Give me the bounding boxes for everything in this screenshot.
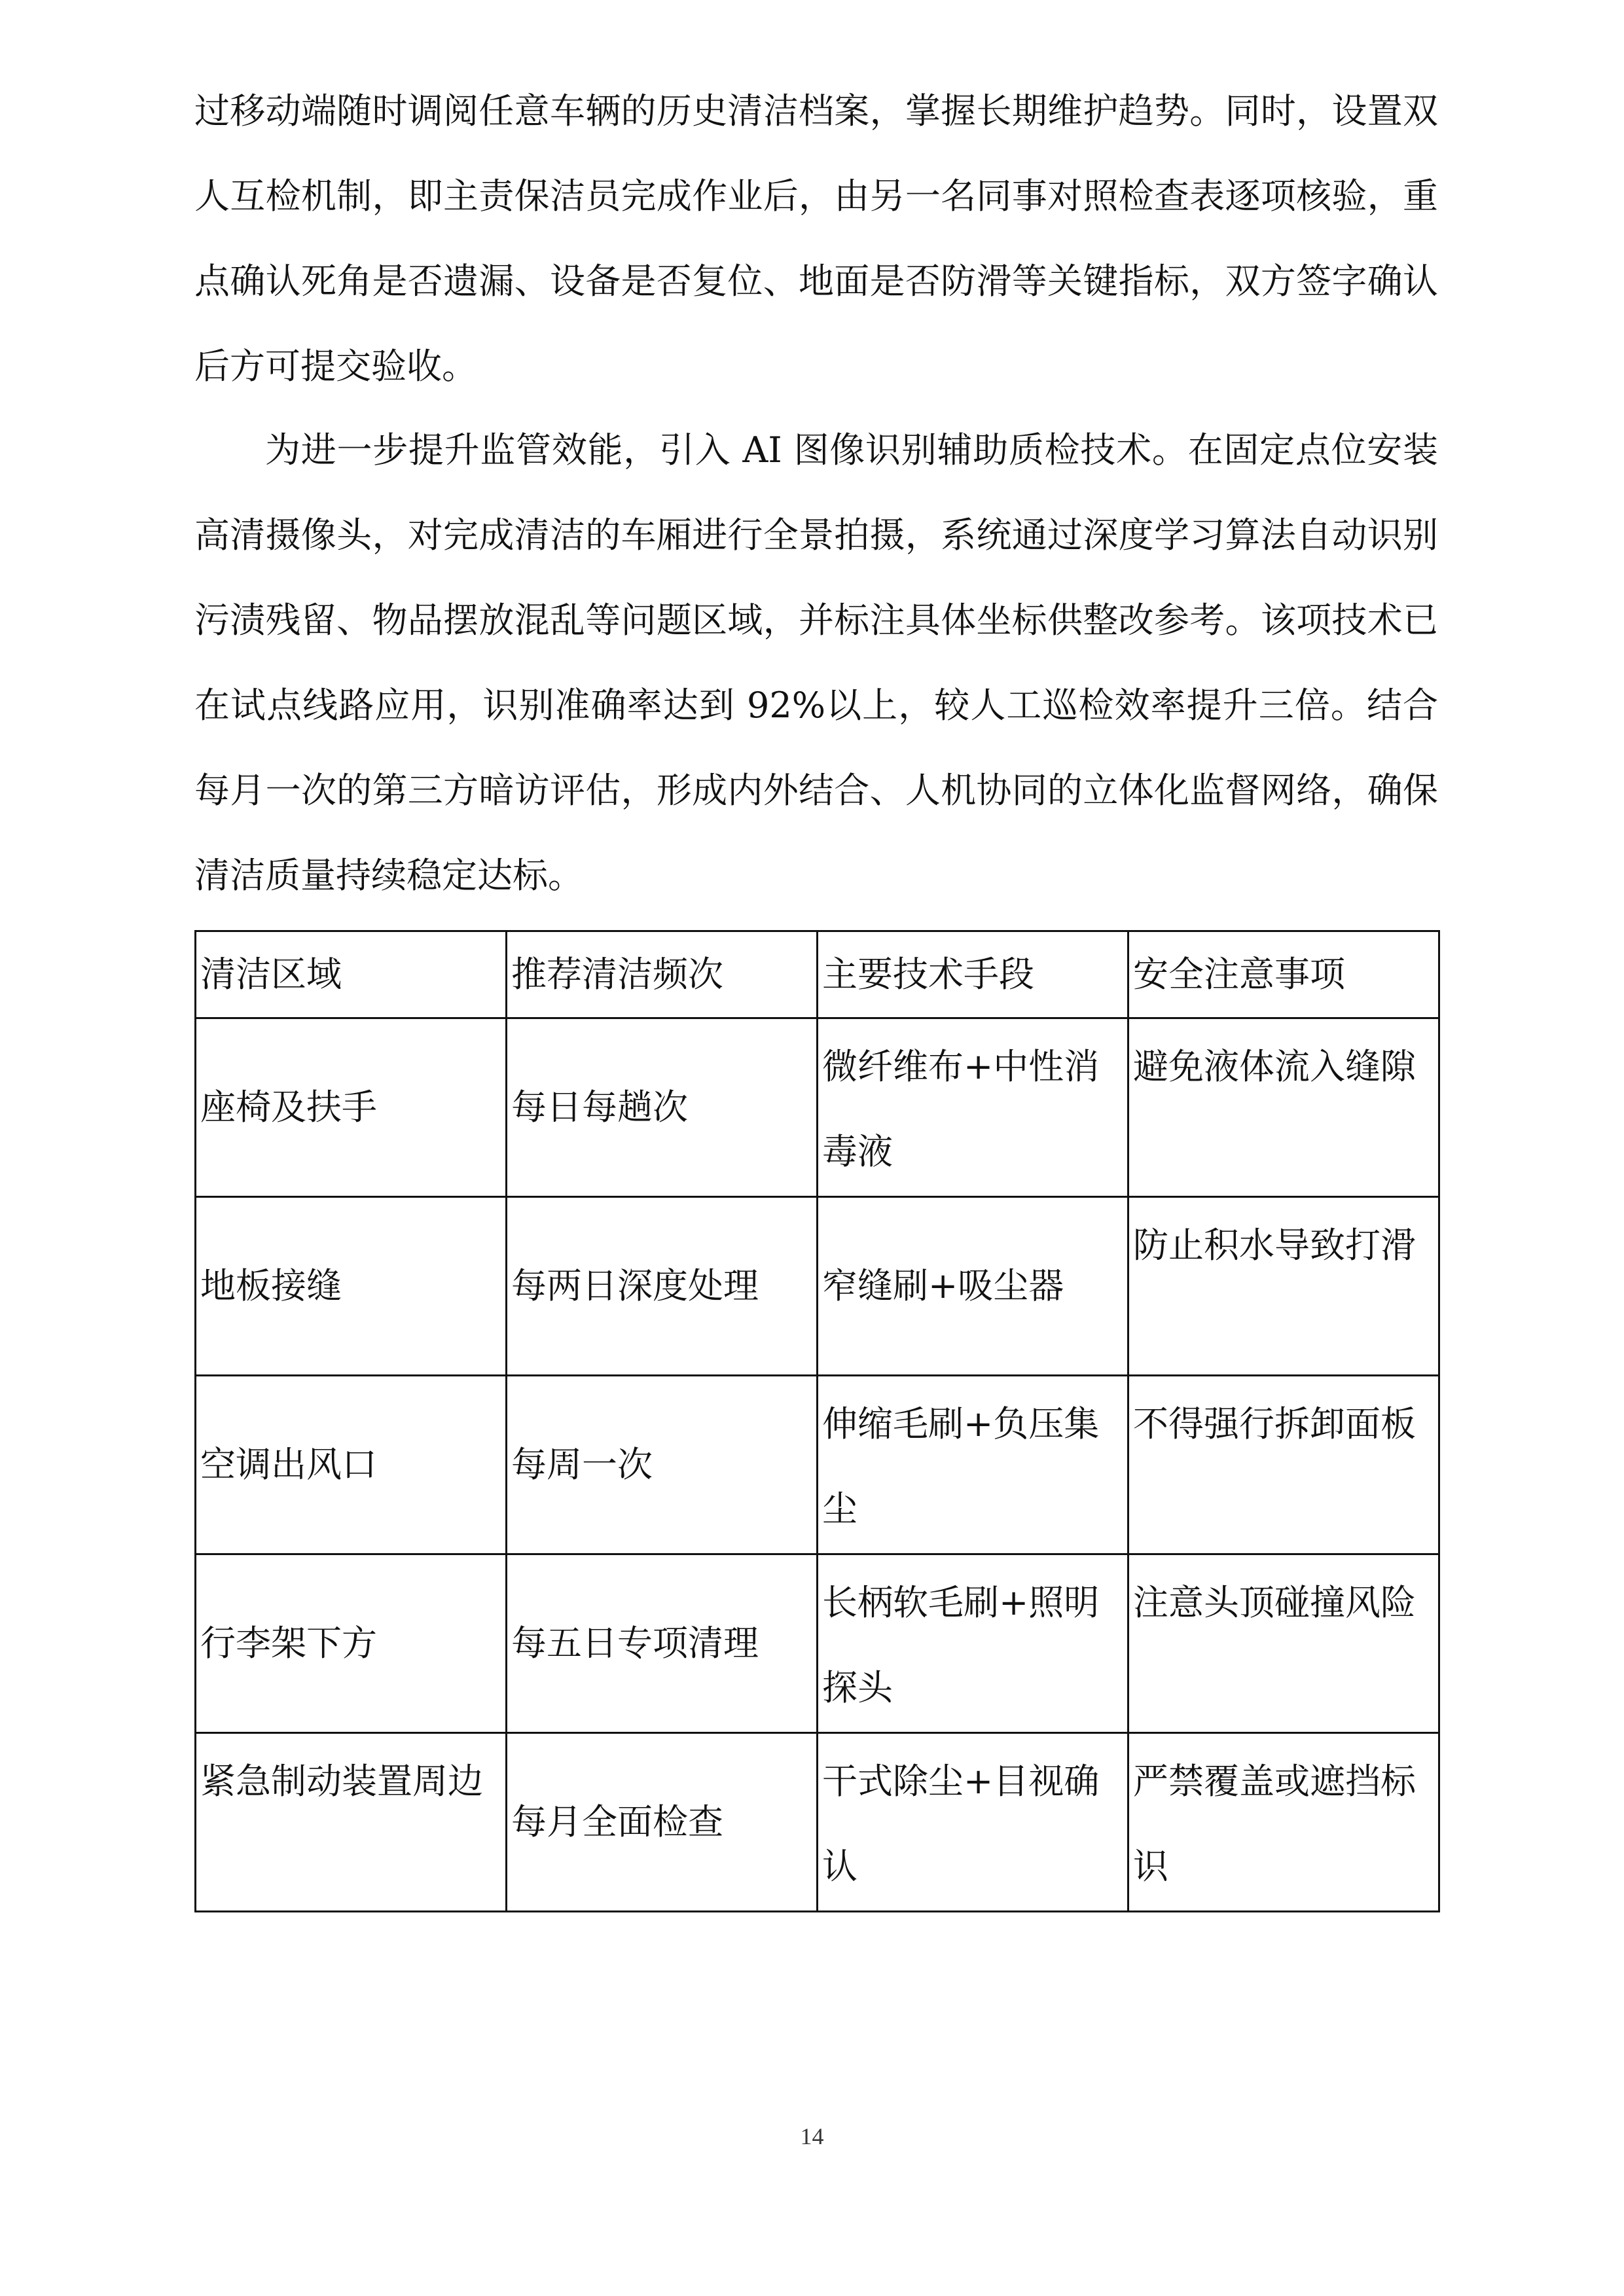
table-cell-frequency: 每五日专项清理	[507, 1554, 818, 1733]
cleaning-table	[194, 930, 1440, 1912]
table-cell-safety: 不得强行拆卸面板	[1128, 1376, 1439, 1554]
table-cell-area: 行李架下方	[196, 1554, 507, 1733]
table-cell-area: 地板接缝	[196, 1197, 507, 1376]
table-cell-technique: 长柄软毛刷+照明探头	[818, 1554, 1128, 1733]
table-cell-technique: 伸缩毛刷+负压集尘	[818, 1376, 1128, 1554]
table-header-cell: 主要技术手段	[818, 931, 1128, 1018]
body-paragraph-2: 为进一步提升监管效能，引入 AI 图像识别辅助质检技术。在固定点位安装高清摄像头，对完成清洁的车厢进行全景拍摄，系统通过深度学习算法自动识别污渍残留、物品摆放混乱等问题区域，并标注具体坐标供整改参考。该项技术已在试点线路应用，识别准确率达到 92%以上，较人工巡检效率提升三倍。结合每月一次的第三方暗访评估，形成内外结合、人机协同的立体化监督网络，确保清洁质量持续稳定达标。	[194, 429, 1438, 896]
table-cell-safety: 防止积水导致打滑	[1128, 1197, 1439, 1376]
table-row	[196, 1197, 1439, 1376]
body-paragraph-1: 过移动端随时调阅任意车辆的历史清洁档案，掌握长期维护趋势。同时，设置双人互检机制，即主责保洁员完成作业后，由另一名同事对照检查表逐项核验，重点确认死角是否遗漏、设备是否复位、地面是否防滑等关键指标，双方签字确认后方可提交验收。	[194, 90, 1438, 387]
table-cell-technique: 微纤维布+中性消毒液	[818, 1018, 1128, 1197]
table-header-cell: 清洁区域	[196, 931, 507, 1018]
table-cell-safety: 严禁覆盖或遮挡标识	[1128, 1733, 1439, 1912]
table-cell-safety: 避免液体流入缝隙	[1128, 1018, 1439, 1197]
table-cell-frequency: 每日每趟次	[507, 1018, 818, 1197]
table-row	[196, 1554, 1439, 1733]
table-header-row	[196, 931, 1439, 1018]
table-cell-safety: 注意头顶碰撞风险	[1128, 1554, 1439, 1733]
table-cell-area: 座椅及扶手	[196, 1018, 507, 1197]
table-cell-area: 紧急制动装置周边	[196, 1733, 507, 1912]
table-cell-frequency: 每周一次	[507, 1376, 818, 1554]
table-row	[196, 1018, 1439, 1197]
page-number: 14	[800, 2123, 824, 2149]
table-header-cell: 安全注意事项	[1128, 931, 1439, 1018]
table-row	[196, 1376, 1439, 1554]
table-cell-frequency: 每月全面检查	[507, 1733, 818, 1912]
table-row	[196, 1733, 1439, 1912]
table-cell-technique: 窄缝刷+吸尘器	[818, 1197, 1128, 1376]
table-header-cell: 推荐清洁频次	[507, 931, 818, 1018]
table-cell-area: 空调出风口	[196, 1376, 507, 1554]
table-cell-frequency: 每两日深度处理	[507, 1197, 818, 1376]
table-cell-technique: 干式除尘+目视确认	[818, 1733, 1128, 1912]
